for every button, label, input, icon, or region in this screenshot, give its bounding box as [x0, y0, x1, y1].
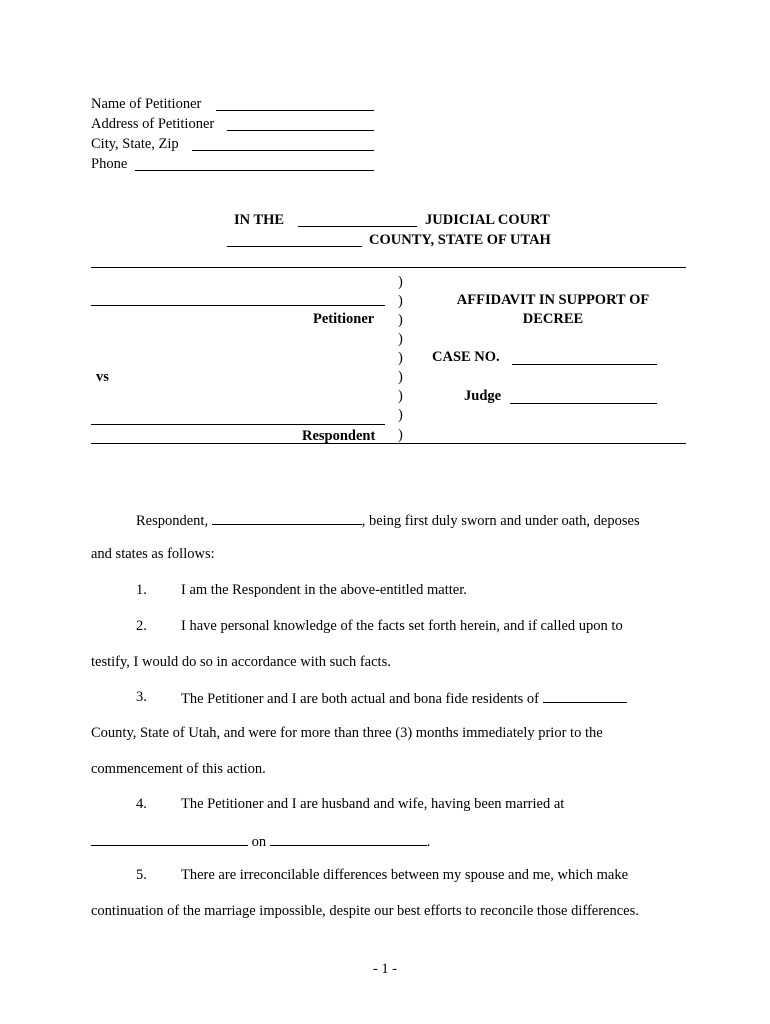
caption-paren: ): [398, 407, 403, 423]
address-of-petitioner-blank[interactable]: [227, 130, 374, 131]
judge-blank[interactable]: [510, 403, 657, 404]
paragraph-4-on: on: [251, 834, 267, 850]
city-state-zip-blank[interactable]: [192, 150, 374, 151]
caption-bottom-rule: [91, 443, 686, 444]
caption-paren: ): [398, 427, 403, 443]
caption-paren: ): [398, 274, 403, 290]
caption-paren: ): [398, 312, 403, 328]
caption-paren: ): [398, 388, 403, 404]
paragraph-4-period: .: [426, 834, 431, 850]
judge-label: Judge: [464, 388, 502, 404]
name-of-petitioner-field: [91, 97, 201, 112]
paragraph-4-marriage-line: [91, 833, 430, 850]
paragraph-2-text-cont: testify, I would do so in accordance with such facts.: [91, 654, 391, 670]
paragraph-3-text: [181, 690, 627, 707]
name-of-petitioner-label: Name of Petitioner: [91, 96, 202, 112]
caption-paren: ): [398, 369, 403, 385]
paragraph-5-text: There are irreconcilable differences between my spouse and me, which make: [181, 867, 629, 883]
paragraph-2-text: I have personal knowledge of the facts set forth herein, and if called upon to: [181, 618, 623, 634]
intro-respondent-label: Respondent,: [136, 513, 209, 529]
caption-paren: ): [398, 331, 403, 347]
paragraph-3-text-cont-2: commencement of this action.: [91, 761, 266, 777]
city-state-zip-label: City, State, Zip: [91, 136, 179, 152]
intro-line-2: and states as follows:: [91, 546, 215, 562]
address-of-petitioner-field: [91, 117, 214, 132]
intro-deposes-text: , being first duly sworn and under oath, deposes: [361, 513, 640, 529]
phone-blank[interactable]: [135, 170, 374, 171]
intro-line: [136, 512, 640, 529]
respondent-name-blank[interactable]: [91, 424, 385, 425]
respondent-name-body-blank[interactable]: [212, 512, 362, 525]
affidavit-title-line1: AFFIDAVIT IN SUPPORT OF: [456, 292, 650, 308]
phone-label: Phone: [91, 156, 128, 172]
name-of-petitioner-blank[interactable]: [216, 110, 374, 111]
marriage-date-blank[interactable]: [270, 833, 427, 846]
paragraph-5-text-cont: continuation of the marriage impossible, despite our best efforts to reconcile those differences.: [91, 903, 639, 919]
caption-top-rule: [91, 267, 686, 268]
paragraph-4-text: The Petitioner and I are husband and wife, having been married at: [181, 796, 565, 812]
marriage-place-blank[interactable]: [91, 833, 248, 846]
paragraph-3-number: 3.: [136, 689, 147, 705]
vs-label: vs: [96, 369, 109, 385]
affidavit-title-line2: DECREE: [522, 311, 584, 327]
petitioner-label: Petitioner: [313, 311, 375, 327]
phone-field: [91, 157, 127, 172]
case-no-blank[interactable]: [512, 364, 657, 365]
paragraph-1-text: I am the Respondent in the above-entitled matter.: [181, 582, 467, 598]
respondent-label: Respondent: [302, 428, 376, 444]
court-name-blank[interactable]: [298, 226, 417, 227]
caption-paren: ): [398, 293, 403, 309]
paragraph-1-number: 1.: [136, 582, 147, 598]
court-in-the: IN THE: [234, 212, 285, 228]
county-blank[interactable]: [227, 246, 362, 247]
paragraph-3-text-a: The Petitioner and I are both actual and bona fide residents of: [181, 691, 539, 707]
paragraph-4-number: 4.: [136, 796, 147, 812]
petitioner-name-blank[interactable]: [91, 305, 385, 306]
city-state-zip-field: [91, 137, 179, 152]
case-no-label: CASE NO.: [432, 349, 500, 365]
paragraph-3-text-cont: County, State of Utah, and were for more than three (3) months immediately prior to the: [91, 725, 603, 741]
address-of-petitioner-label: Address of Petitioner: [91, 116, 215, 132]
page-number: - 1 -: [372, 961, 398, 977]
court-judicial-court: JUDICIAL COURT: [425, 212, 550, 228]
paragraph-5-number: 5.: [136, 867, 147, 883]
court-county-state: COUNTY, STATE OF UTAH: [369, 232, 551, 248]
caption-paren: ): [398, 350, 403, 366]
county-residence-blank[interactable]: [543, 690, 627, 703]
paragraph-2-number: 2.: [136, 618, 147, 634]
